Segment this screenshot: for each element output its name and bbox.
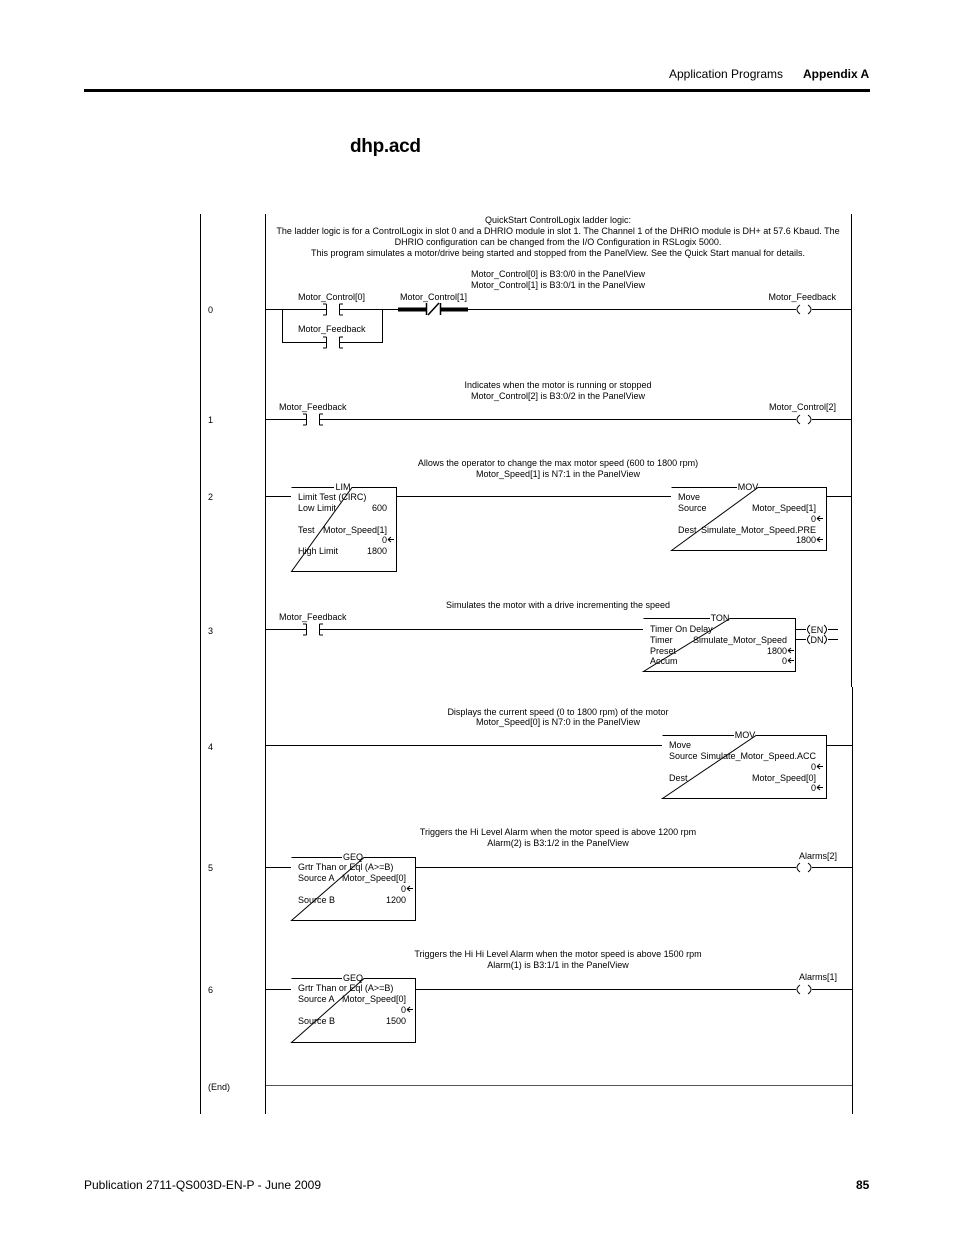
param-label: Source (678, 503, 707, 513)
rung-comment: Indicates when the motor is running or stopped (464, 380, 652, 390)
rung-6 (208, 949, 852, 1043)
rung-5 (208, 827, 852, 921)
rung-end (208, 1082, 852, 1092)
contact-tag: Motor_Feedback (279, 612, 347, 622)
instruction-name: MOV (737, 482, 759, 492)
contact-tag: Motor_Control[0] (298, 292, 366, 302)
param-label: Accum (650, 656, 678, 666)
rung-0 (208, 269, 851, 348)
mov-instruction[interactable] (672, 482, 827, 551)
instruction-name: GEQ (342, 852, 364, 862)
value-arrow-icon (817, 785, 823, 790)
param-label: Source B (298, 895, 336, 905)
param-tag: Simulate_Motor_Speed (692, 635, 787, 645)
param-value: 1800 (795, 535, 816, 545)
param-value: 1200 (385, 895, 406, 905)
contact-tag: Motor_Feedback (298, 324, 366, 334)
rung-number: 1 (208, 415, 214, 425)
instruction-desc: Move (669, 740, 692, 750)
coil-symbol (797, 305, 811, 314)
param-value: 0 (400, 884, 406, 894)
contact-symbol (427, 303, 441, 315)
page-number: 85 (856, 1178, 870, 1192)
value-arrow-icon (788, 648, 794, 653)
ote-coil[interactable] (769, 402, 836, 424)
param-tag: Motor_Speed[1] (322, 525, 387, 535)
coil-tag: Motor_Control[2] (768, 402, 836, 412)
param-tag: Motor_Speed[0] (341, 994, 406, 1004)
footer-publication: Publication 2711-QS003D-EN-P - June 2009 (84, 1178, 322, 1192)
header-comment-line: QuickStart ControlLogix ladder logic: (484, 215, 632, 225)
rung-comment: Displays the current speed (0 to 1800 rpm) of the motor (447, 707, 669, 717)
xio-contact[interactable] (400, 292, 467, 315)
value-arrow-icon (788, 658, 794, 663)
contact-symbol (303, 414, 323, 425)
value-arrow-icon (388, 537, 394, 542)
coil-tag: Motor_Feedback (768, 292, 836, 302)
rung-number: 3 (208, 626, 214, 636)
rung-comment: Alarm(2) is B3:1/2 in the PanelView (487, 838, 629, 848)
contact-symbol (323, 337, 343, 348)
rung-1 (208, 380, 851, 425)
header-comment-line: DHRIO configuration can be changed from the I/O Configuration in RSLogix 5000. (394, 237, 722, 247)
param-label: Source A (298, 873, 335, 883)
instruction-desc: Limit Test (CIRC) (298, 492, 367, 502)
param-value: 0 (400, 1005, 406, 1015)
param-tag: Motor_Speed[1] (751, 503, 816, 513)
rung-number: 4 (208, 742, 214, 752)
rung-comment: Triggers the Hi Level Alarm when the motor speed is above 1200 rpm (419, 827, 697, 837)
page-title: dhp.acd (350, 136, 421, 157)
contact-tag: Motor_Control[1] (400, 292, 468, 302)
param-label: Low Limit (298, 503, 337, 513)
contact-symbol (323, 304, 343, 315)
contact-tag: Motor_Feedback (279, 402, 347, 412)
value-arrow-icon (817, 516, 823, 521)
rung-comment: Alarm(1) is B3:1/1 in the PanelView (487, 960, 629, 970)
lim-instruction[interactable] (292, 482, 397, 572)
value-arrow-icon (407, 886, 413, 891)
header-comment (276, 215, 839, 258)
param-value: 1500 (385, 1016, 406, 1026)
param-label: Dest (669, 773, 688, 783)
xic-contact[interactable] (279, 612, 347, 635)
param-value: 1800 (366, 546, 387, 556)
rung-comment: Motor_Control[2] is B3:0/2 in the PanelView (471, 391, 645, 401)
param-label: Source A (298, 994, 335, 1004)
geq-instruction[interactable] (292, 973, 416, 1043)
header-section-title: Application Programs (669, 67, 784, 81)
param-value: 1800 (766, 646, 787, 656)
instruction-name: LIM (335, 482, 351, 492)
rung-3 (208, 600, 838, 672)
contact-symbol (303, 624, 323, 635)
dn-output-label: DN (810, 635, 824, 645)
param-tag: Motor_Speed[0] (751, 773, 816, 783)
rung-number: 2 (208, 492, 214, 502)
header-comment-line: This program simulates a motor/drive being started and stopped from the PanelView. See the Quick Start manual for details. (310, 248, 806, 258)
rung-4 (208, 707, 852, 799)
value-arrow-icon (817, 764, 823, 769)
ote-coil[interactable] (797, 851, 837, 872)
param-value: 0 (381, 535, 387, 545)
coil-tag: Alarms[1] (798, 972, 837, 982)
rung-comment: Allows the operator to change the max motor speed (600 to 1800 rpm) (417, 458, 699, 468)
param-label: Test (298, 525, 315, 535)
param-label: High Limit (298, 546, 339, 556)
param-value: 0 (781, 656, 787, 666)
instruction-name: MOV (734, 730, 756, 740)
en-output-label: EN (810, 625, 824, 635)
value-arrow-icon (407, 1007, 413, 1012)
rung-number: 5 (208, 863, 214, 873)
rung-comment: Motor_Speed[1] is N7:1 in the PanelView (476, 469, 640, 479)
coil-symbol (797, 863, 811, 872)
param-value: 0 (810, 783, 816, 793)
ton-instruction[interactable] (644, 613, 839, 672)
rung-comment: Simulates the motor with a drive incrementing the speed (445, 600, 671, 610)
rung-comment: Triggers the Hi Hi Level Alarm when the motor speed is above 1500 rpm (414, 949, 702, 959)
instruction-desc: Grtr Than or Eql (A>=B) (298, 983, 394, 993)
instruction-name: GEQ (342, 973, 364, 983)
param-value: 600 (371, 503, 387, 513)
xic-contact[interactable] (298, 292, 365, 315)
param-label: Source (669, 751, 698, 761)
coil-tag: Alarms[2] (798, 851, 837, 861)
rung-comment: Motor_Control[0] is B3:0/0 in the PanelView (471, 269, 645, 279)
geq-instruction[interactable] (292, 852, 416, 921)
param-tag: Simulate_Motor_Speed.ACC (700, 751, 816, 761)
value-arrow-icon (817, 537, 823, 542)
mov-instruction[interactable] (663, 730, 827, 799)
param-value: 0 (810, 762, 816, 772)
ote-coil[interactable] (768, 292, 836, 314)
rung-comment: Motor_Control[1] is B3:0/1 in the PanelView (471, 280, 645, 290)
param-label: Timer (650, 635, 673, 645)
param-value: 0 (810, 514, 816, 524)
param-tag: Simulate_Motor_Speed.PRE (700, 525, 816, 535)
instruction-desc: Timer On Delay (650, 624, 713, 634)
instruction-desc: Grtr Than or Eql (A>=B) (298, 862, 394, 872)
instruction-name: TON (710, 613, 730, 623)
rung-number: 0 (208, 305, 214, 315)
xic-contact[interactable] (298, 324, 366, 348)
rung-comment: Motor_Speed[0] is N7:0 in the PanelView (476, 717, 640, 727)
param-label: Source B (298, 1016, 336, 1026)
coil-symbol (797, 985, 811, 994)
instruction-desc: Move (678, 492, 701, 502)
rung-number: 6 (208, 985, 214, 995)
header-comment-line: The ladder logic is for a ControlLogix in slot 0 and a DHRIO module in slot 1. The Channel 1 of the DHRIO module is DH+ at 57.6 Kbaud. The (276, 226, 840, 236)
ote-coil[interactable] (797, 972, 837, 994)
rung-2 (208, 458, 851, 572)
param-label: Dest (678, 525, 697, 535)
rung-number: (End) (208, 1082, 231, 1092)
param-label: Preset (650, 646, 677, 656)
param-tag: Motor_Speed[0] (341, 873, 406, 883)
xic-contact[interactable] (279, 402, 347, 425)
header-appendix-label: Appendix A (803, 67, 870, 81)
coil-symbol (797, 415, 811, 424)
